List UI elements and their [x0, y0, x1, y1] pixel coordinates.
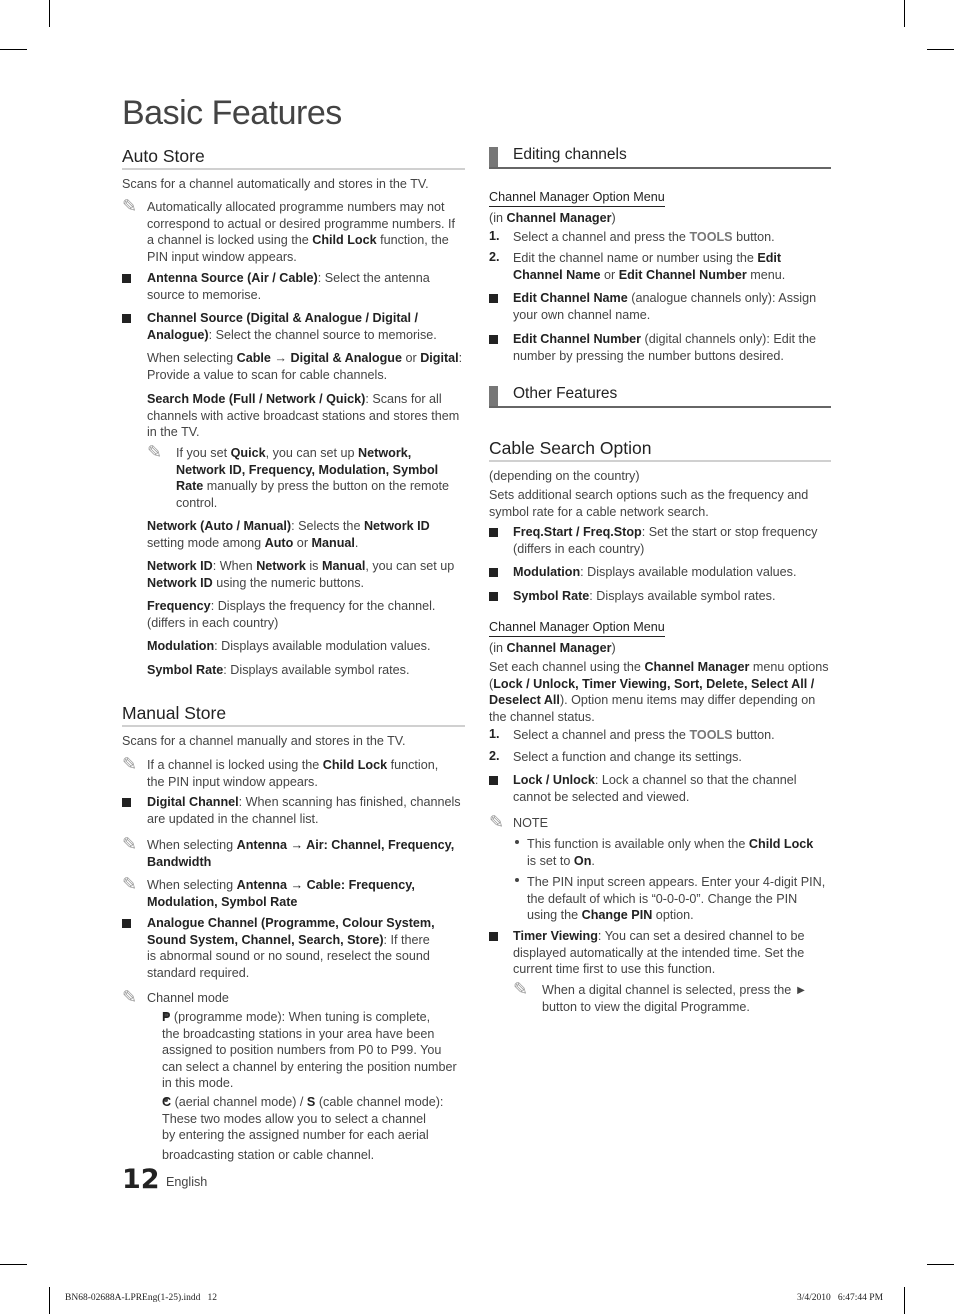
bullet-square-icon: [489, 932, 498, 941]
section-bar-icon: [489, 386, 498, 406]
note-pencil-icon: ✎: [122, 754, 138, 774]
note-pencil-icon: ✎: [513, 979, 529, 999]
step-text: Select a channel and press the TOOLS button.: [513, 728, 775, 742]
bullet-square-icon: [489, 568, 498, 577]
note-text: Automatically allocated programme numbers may not correspond to actual or desired programme numbers. If a channel is locked using the Child Lock function, the PIN input window appears.: [147, 200, 455, 264]
bullet-dot-icon: [515, 878, 519, 882]
crop-mark: [904, 1287, 905, 1314]
editing-channels-heading: Editing channels: [513, 146, 627, 163]
crop-mark: [927, 49, 954, 50]
bullet-square-icon: [122, 919, 131, 928]
bullet-square-icon: [122, 314, 131, 323]
channel-source-item: Channel Source (Digital & Analogue / Digital / Analogue): Select the channel source to memorise.: [147, 311, 437, 342]
note-item: This function is available only when the Child Lock is set to On.: [527, 837, 814, 868]
antenna-source-item: Antenna Source (Air / Cable): Select the antenna source to memorise.: [147, 271, 430, 302]
heading-rule: [122, 168, 465, 170]
analogue-channel-item: Analogue Channel (Programme, Colour System, Sound System, Channel, Search, Store): If there is abnormal sound or no sound, reselect the sound standard required.: [147, 916, 435, 980]
bullet-square-icon: [489, 776, 498, 785]
symbol-rate-item: Symbol Rate: Displays available symbol rates.: [513, 589, 776, 603]
heading-rule: [489, 406, 831, 408]
note-text: When a digital channel is selected, press the ► button to view the digital Programme.: [542, 983, 808, 1014]
heading-rule: [489, 167, 831, 169]
in-channel-manager: (in Channel Manager): [489, 641, 616, 655]
c-s-mode-text: C (aerial channel mode) / S (cable channel mode): These two modes allow you to select a channel by entering the assigned number for each aerial: [162, 1095, 444, 1142]
intro-text: Scans for a channel automatically and stores in the TV.: [122, 177, 429, 191]
note-item: The PIN input screen appears. Enter your 4-digit PIN, the default of which is “0-0-0-0”. Change the PIN using the Change PIN option.: [527, 875, 826, 922]
note-pencil-icon: ✎: [122, 874, 138, 894]
crop-mark: [904, 0, 905, 27]
bullet-square-icon: [122, 798, 131, 807]
bullet-square-icon: [489, 335, 498, 344]
timer-viewing-item: Timer Viewing: You can set a desired channel to be displayed automatically at the intended time. Set the current time first to use this function.: [513, 929, 805, 976]
symbol-rate-text: Symbol Rate: Displays available symbol rates.: [147, 663, 410, 677]
cable-desc: Sets additional search options such as the frequency and symbol rate for a cable network search.: [489, 488, 809, 519]
bullet-square-icon: [489, 592, 498, 601]
step-number: 2.: [489, 250, 500, 264]
bullet-square-icon: [489, 294, 498, 303]
channel-mode-title: Channel mode: [147, 991, 229, 1005]
bullet-dot-icon: [515, 840, 519, 844]
intro-text: Scans for a channel manually and stores in the TV.: [122, 734, 406, 748]
other-features-heading: Other Features: [513, 385, 618, 402]
timestamp: 3/4/2010 6:47:44 PM: [797, 1293, 884, 1303]
lock-unlock-item: Lock / Unlock: Lock a channel so that the channel cannot be selected and viewed.: [513, 773, 797, 804]
cable-search-option-heading: Cable Search Option: [489, 438, 652, 458]
freq-start-stop-item: Freq.Start / Freq.Stop: Set the start or stop frequency (differs in each country): [513, 525, 818, 556]
digital-channel-item: Digital Channel: When scanning has finished, channels are updated in the channel list.: [147, 795, 461, 826]
note-text: If a channel is locked using the Child Lock function, the PIN input window appears.: [147, 758, 439, 789]
quick-note-text: If you set Quick, you can set up Network, Network ID, Frequency, Modulation, Symbol Rate manually by press the button on the remote control.: [176, 446, 450, 510]
crop-mark: [0, 49, 27, 50]
step-number: 2.: [489, 749, 500, 763]
modulation-text: Modulation: Displays available modulation values.: [147, 639, 431, 653]
p-mode-text: P (programme mode): When tuning is complete, the broadcasting stations in your area have been assigned to position numbers from P0 to P99. You can select a channel by entering the position number in this mode.: [162, 1010, 457, 1090]
heading-rule: [489, 460, 831, 462]
channel-manager-option-menu-title: Channel Manager Option Menu: [489, 620, 665, 637]
note-label: NOTE: [513, 816, 548, 830]
heading-rule: [122, 725, 465, 727]
frequency-text: Frequency: Displays the frequency for the channel. (differs in each country): [147, 599, 436, 630]
network-text: Network (Auto / Manual): Selects the Network ID setting mode among Auto or Manual.: [147, 519, 430, 550]
step-text: Select a channel and press the TOOLS button.: [513, 230, 775, 244]
page-title: Basic Features: [122, 94, 342, 132]
c-s-mode-text-tail: broadcasting station or cable channel.: [162, 1148, 375, 1162]
crop-mark: [49, 0, 50, 27]
edit-channel-number-item: Edit Channel Number (digital channels only): Edit the number by pressing the number buttons desired.: [513, 332, 817, 363]
bullet-square-icon: [489, 528, 498, 537]
manual-store-heading: Manual Store: [122, 703, 227, 723]
in-channel-manager: (in Channel Manager): [489, 211, 616, 225]
note-pencil-icon: ✎: [122, 834, 138, 854]
network-id-text: Network ID: When Network is Manual, you can set up Network ID using the numeric buttons.: [147, 559, 455, 590]
page-number: 12: [122, 1164, 160, 1195]
auto-store-heading: Auto Store: [122, 146, 205, 166]
channel-manager-option-menu-title: Channel Manager Option Menu: [489, 190, 665, 207]
file-name: BN68-02688A-LPREng(1-25).indd 12: [65, 1293, 217, 1303]
note-text: When selecting Antenna → Air: Channel, Frequency, Bandwidth: [147, 838, 455, 869]
note-pencil-icon: ✎: [122, 987, 138, 1007]
cable-selection-text: When selecting Cable → Digital & Analogue or Digital: Provide a value to scan for cable channels.: [147, 351, 463, 382]
language-label: English: [166, 1175, 208, 1189]
country-note: (depending on the country): [489, 469, 640, 483]
edit-channel-name-item: Edit Channel Name (analogue channels only): Assign your own channel name.: [513, 291, 817, 322]
section-bar-icon: [489, 147, 498, 167]
crop-mark: [927, 1264, 954, 1265]
crop-mark: [0, 1264, 27, 1265]
modulation-item: Modulation: Displays available modulation values.: [513, 565, 797, 579]
set-channel-text: Set each channel using the Channel Manager menu options (Lock / Unlock, Timer Viewing, Sort, Delete, Select All / Deselect All). Option menu items may differ depending on the channel status.: [489, 660, 829, 724]
bullet-square-icon: [122, 274, 131, 283]
search-mode-text: Search Mode (Full / Network / Quick): Scans for all channels with active broadcast stations and stores them in the TV.: [147, 392, 460, 439]
step-text: Edit the channel name or number using the Edit Channel Name or Edit Channel Number menu.: [513, 251, 786, 282]
step-text: Select a function and change its settings.: [513, 750, 742, 764]
step-number: 1.: [489, 727, 500, 741]
note-pencil-icon: ✎: [122, 196, 138, 216]
note-pencil-icon: ✎: [489, 812, 505, 832]
note-text: When selecting Antenna → Cable: Frequency, Modulation, Symbol Rate: [147, 878, 415, 909]
step-number: 1.: [489, 229, 500, 243]
crop-mark: [49, 1287, 50, 1314]
note-pencil-icon: ✎: [147, 442, 163, 462]
